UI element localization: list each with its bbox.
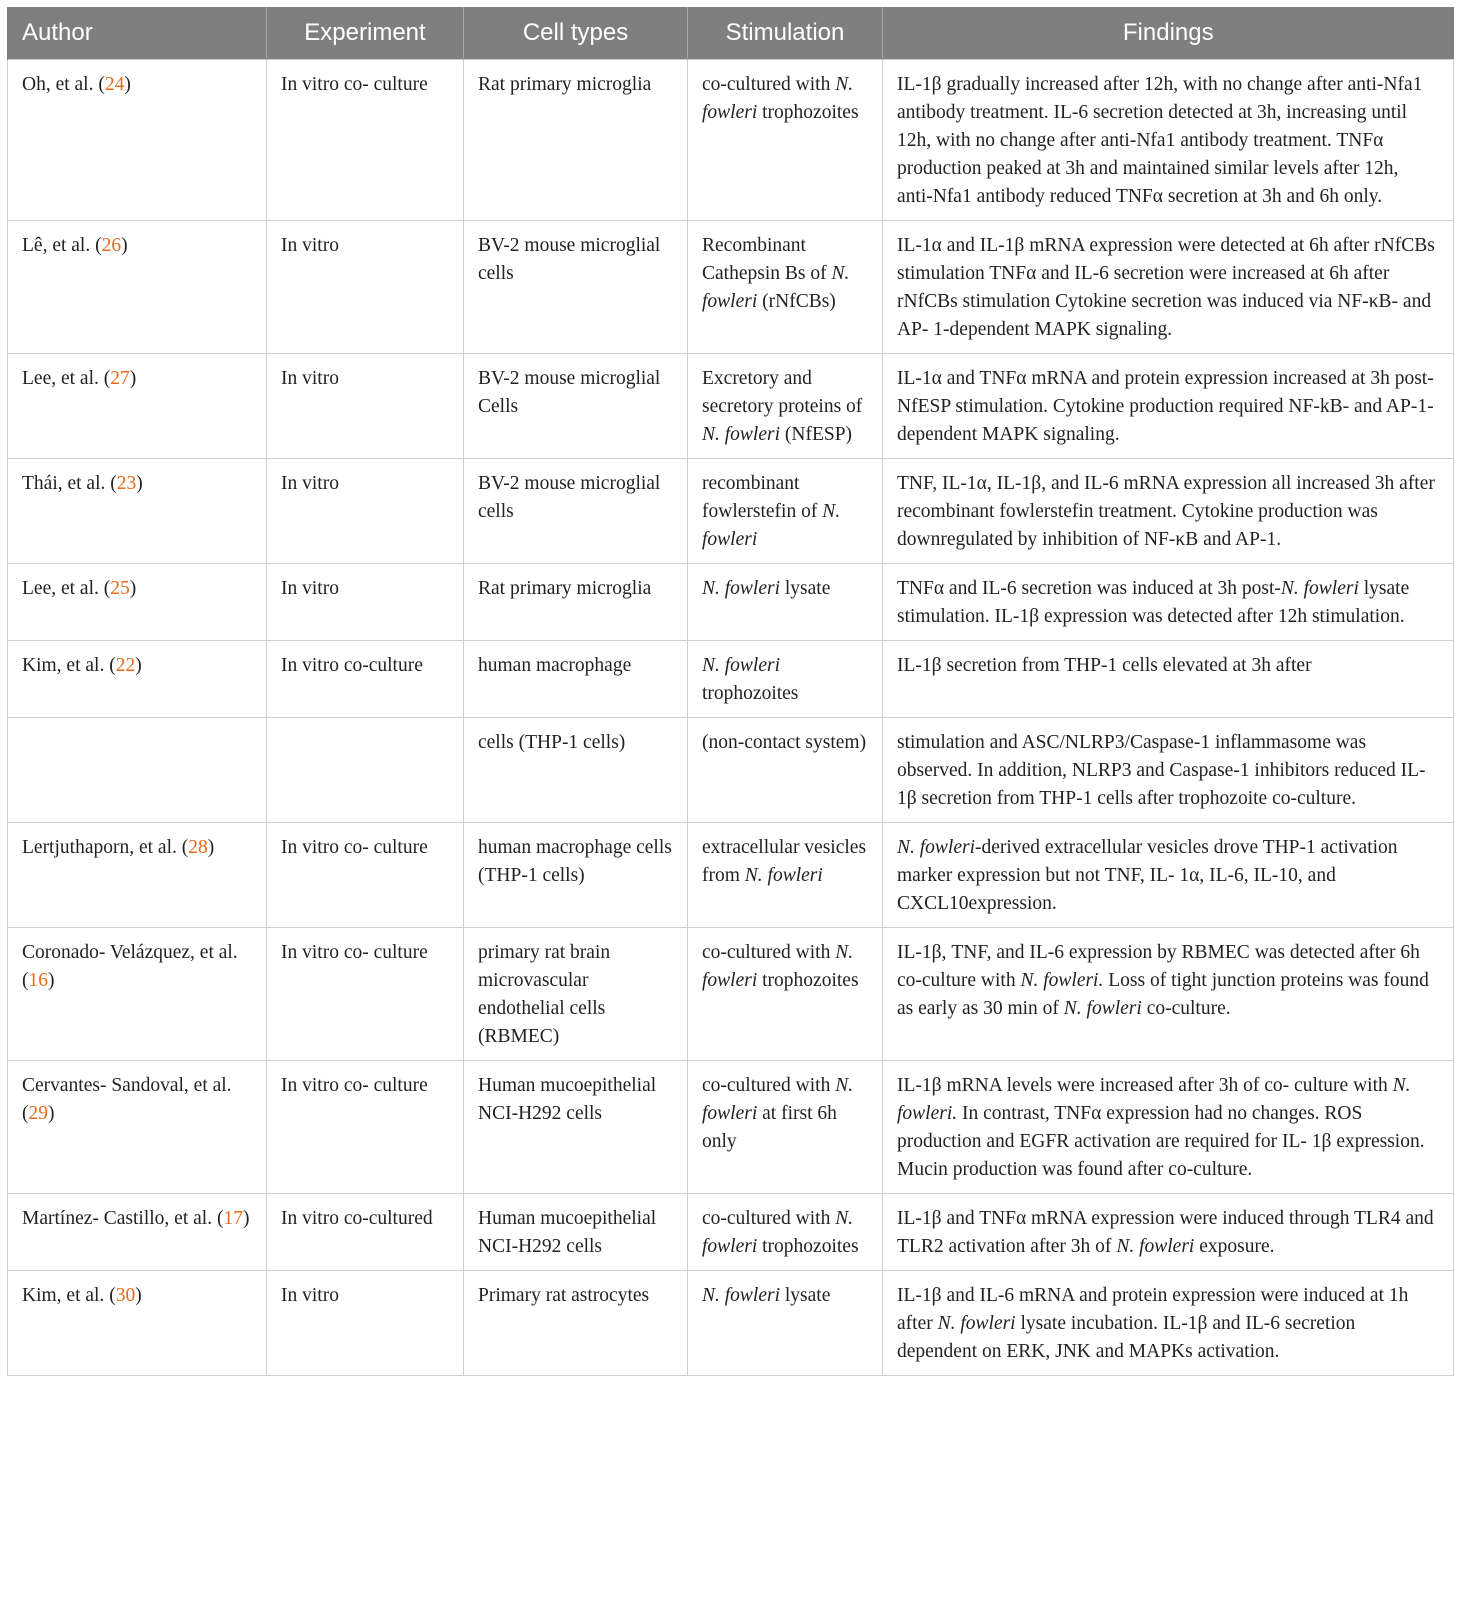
text-run: lysate stimulation. IL-1β expression was detected after 12h stimulation.: [897, 578, 1410, 627]
cell-experiment: In vitro co-cultured: [267, 1194, 464, 1271]
reference-link[interactable]: 26: [101, 235, 122, 256]
cell-author: [8, 354, 267, 459]
text-run: lysate: [780, 1285, 831, 1306]
text-run: N. fowleri.: [897, 1075, 1411, 1124]
text-run: N. fowleri: [1063, 998, 1142, 1019]
cell-experiment: In vitro: [267, 354, 464, 459]
cell-stimulation: [688, 60, 883, 221]
header-findings: Findings: [883, 7, 1454, 60]
text-run: co-cultured with: [702, 1075, 836, 1096]
text-run: N. fowleri: [702, 1075, 854, 1124]
text-run: N. fowleri: [702, 263, 850, 312]
text-run: TNFα and IL-6 secretion was induced at 3h post-: [897, 578, 1281, 599]
text-run: N. fowleri: [702, 424, 781, 445]
text-run: co-cultured with: [702, 942, 836, 963]
text-run: (rNfCBs): [757, 291, 836, 312]
table-row: [8, 60, 1454, 221]
table-row: [8, 354, 1454, 459]
text-run: N. fowleri.: [1020, 970, 1104, 991]
author-name: Cervantes- Sandoval, et al. (: [22, 1075, 232, 1124]
text-run: trophozoites: [757, 102, 859, 123]
text-run: Loss of tight junction proteins was found as early as 30 min of: [897, 970, 1429, 1019]
author-name: Lee, et al. (: [22, 578, 111, 599]
cell-stimulation: [688, 1061, 883, 1194]
cell-findings: [883, 928, 1454, 1061]
header-author: Author: [8, 7, 267, 60]
table-row: [8, 823, 1454, 928]
text-run: TNF, IL-1α, IL-1β, and IL-6 mRNA expression all increased 3h after recombinant fowlerstefin treatment. Cytokine production was downregulated by inhibition of NF-κB and AP-1.: [897, 473, 1435, 550]
text-run: -derived extracellular vesicles drove THP-1 activation marker expression but not TNF, IL- 1α, IL-6, IL-10, and CXCL10expression.: [897, 837, 1398, 914]
cell-stimulation: [688, 459, 883, 564]
text-run: IL-1β mRNA levels were increased after 3h of co- culture with: [897, 1075, 1393, 1096]
text-run: N. fowleri: [702, 942, 854, 991]
text-run: (NfESP): [780, 424, 853, 445]
cell-author: [8, 564, 267, 641]
table-row: [8, 1061, 1454, 1194]
text-run: exposure.: [1194, 1236, 1275, 1257]
cell-experiment: In vitro: [267, 564, 464, 641]
cell-author: [8, 928, 267, 1061]
author-name: Lê, et al. (: [22, 235, 102, 256]
author-name: Kim, et al. (: [22, 1285, 116, 1306]
header-cell-types: Cell types: [464, 7, 688, 60]
cell-findings: [883, 459, 1454, 564]
cell-author: [8, 823, 267, 928]
cell-author: [8, 459, 267, 564]
cell-findings: [883, 718, 1454, 823]
table-row: [8, 459, 1454, 564]
cell-cell-types: human macrophage cells (THP-1 cells): [464, 823, 688, 928]
text-run: IL-1β and TNFα mRNA expression were induced through TLR4 and TLR2 activation after 3h of: [897, 1208, 1434, 1257]
text-run: IL-1α and IL-1β mRNA expression were detected at 6h after rNfCBs stimulation TNFα and IL-6 secretion were increased at 6h after rNfCBs stimulation Cytokine secretion was induced via NF-κB- and AP- 1-dependent MAPK signaling.: [897, 235, 1435, 340]
author-name-close: ): [136, 473, 143, 494]
cell-cell-types: Human mucoepithelial NCI-H292 cells: [464, 1194, 688, 1271]
cell-cell-types: Primary rat astrocytes: [464, 1271, 688, 1376]
reference-link[interactable]: 29: [28, 1103, 48, 1124]
cell-author: [8, 1061, 267, 1194]
header-experiment: Experiment: [267, 7, 464, 60]
author-name-close: ): [121, 235, 128, 256]
text-run: lysate: [780, 578, 831, 599]
author-name: Kim, et al. (: [22, 655, 116, 676]
cell-author: [8, 221, 267, 354]
text-run: N. fowleri: [702, 1208, 854, 1257]
text-run: N. fowleri: [897, 837, 976, 858]
cell-findings: [883, 221, 1454, 354]
text-run: N. fowleri: [702, 501, 841, 550]
text-run: stimulation and ASC/NLRP3/Caspase-1 inflammasome was observed. In addition, NLRP3 and Caspase-1 inhibitors reduced IL-1β secretion from THP-1 cells after trophozoite co-culture.: [897, 732, 1426, 809]
text-run: N. fowleri: [744, 865, 823, 886]
text-run: IL-1β secretion from THP-1 cells elevated at 3h after: [897, 655, 1312, 676]
text-run: IL-1β, TNF, and IL-6 expression by RBMEC was detected after 6h co-culture with: [897, 942, 1420, 991]
cell-findings: [883, 564, 1454, 641]
text-run: lysate incubation. IL-1β and IL-6 secretion dependent on ERK, JNK and MAPKs activation.: [897, 1313, 1356, 1362]
table-row: [8, 1194, 1454, 1271]
header-stimulation: Stimulation: [688, 7, 883, 60]
text-run: IL-1β and IL-6 mRNA and protein expression were induced at 1h after: [897, 1285, 1409, 1334]
studies-table: [7, 7, 1454, 1376]
cell-stimulation: [688, 564, 883, 641]
reference-link[interactable]: 27: [110, 368, 130, 389]
cell-stimulation: [688, 718, 883, 823]
cell-experiment: In vitro co- culture: [267, 928, 464, 1061]
table-row: [8, 564, 1454, 641]
cell-author: [8, 1194, 267, 1271]
cell-stimulation: [688, 1194, 883, 1271]
cell-experiment: [267, 718, 464, 823]
cell-findings: [883, 1061, 1454, 1194]
author-name: Lertjuthaporn, et al. (: [22, 837, 189, 858]
author-name-close: ): [207, 837, 215, 858]
cell-cell-types: Rat primary microglia: [464, 564, 688, 641]
table-body: [8, 60, 1454, 1376]
text-run: Excretory and secretory proteins of: [702, 368, 863, 417]
table-row: [8, 928, 1454, 1061]
cell-findings: [883, 60, 1454, 221]
text-run: N. fowleri: [702, 655, 781, 676]
author-name: Thái, et al. (: [22, 473, 117, 494]
author-name-close: ): [48, 1103, 55, 1124]
text-run: N. fowleri: [702, 578, 781, 599]
reference-link[interactable]: 22: [115, 655, 136, 676]
text-run: trophozoites: [702, 683, 799, 704]
text-run: N. fowleri: [937, 1313, 1016, 1334]
text-run: Recombinant Cathepsin Bs of: [702, 235, 832, 284]
text-run: extracellular vesicles from: [702, 837, 867, 886]
author-name: Lee, et al. (: [22, 368, 111, 389]
cell-findings: [883, 354, 1454, 459]
reference-link[interactable]: 24: [104, 74, 125, 95]
cell-findings: [883, 1271, 1454, 1376]
reference-link[interactable]: 30: [115, 1285, 136, 1306]
cell-stimulation: [688, 823, 883, 928]
cell-stimulation: [688, 354, 883, 459]
text-run: N. fowleri: [702, 1285, 781, 1306]
cell-experiment: In vitro co-culture: [267, 641, 464, 718]
author-name-close: ): [129, 368, 137, 389]
cell-author: [8, 641, 267, 718]
cell-findings: [883, 641, 1454, 718]
text-run: co-culture.: [1141, 998, 1231, 1019]
text-run: IL-1α and TNFα mRNA and protein expression increased at 3h post-NfESP stimulation. Cytokine production required NF-kB- and AP-1-dependent MAPK signaling.: [897, 368, 1434, 445]
author-name-close: ): [135, 655, 142, 676]
text-run: co-cultured with: [702, 74, 836, 95]
header-row: [8, 7, 1454, 60]
author-name-close: ): [129, 578, 137, 599]
text-run: at first 6h only: [702, 1103, 837, 1152]
text-run: recombinant fowlerstefin of: [702, 473, 823, 522]
cell-findings: [883, 1194, 1454, 1271]
author-name-close: ): [124, 74, 131, 95]
author-name: Coronado- Velázquez, et al. (: [22, 942, 238, 991]
text-run: In contrast, TNFα expression had no changes. ROS production and EGFR activation are required for IL- 1β expression. Mucin production was found after co-culture.: [897, 1103, 1425, 1180]
reference-link[interactable]: 28: [188, 837, 208, 858]
author-name: Martínez- Castillo, et al. (: [22, 1208, 224, 1229]
text-run: co-cultured with: [702, 1208, 836, 1229]
cell-experiment: In vitro: [267, 1271, 464, 1376]
cell-author: [8, 718, 267, 823]
text-run: trophozoites: [757, 1236, 859, 1257]
cell-experiment: In vitro co- culture: [267, 823, 464, 928]
table-row: [8, 641, 1454, 718]
reference-link[interactable]: 25: [110, 578, 130, 599]
reference-link[interactable]: 17: [223, 1208, 243, 1229]
cell-findings: [883, 823, 1454, 928]
cell-stimulation: [688, 221, 883, 354]
cell-cell-types: human macrophage: [464, 641, 688, 718]
cell-stimulation: [688, 1271, 883, 1376]
table-row: [8, 221, 1454, 354]
cell-experiment: In vitro: [267, 221, 464, 354]
cell-stimulation: [688, 928, 883, 1061]
cell-cell-types: primary rat brain microvascular endothelial cells (RBMEC): [464, 928, 688, 1061]
text-run: N. fowleri: [702, 74, 854, 123]
text-run: N. fowleri: [1116, 1236, 1195, 1257]
author-name-close: ): [48, 970, 55, 991]
cell-cell-types: BV-2 mouse microglial cells: [464, 221, 688, 354]
cell-stimulation: [688, 641, 883, 718]
reference-link[interactable]: 16: [28, 970, 48, 991]
cell-cell-types: Rat primary microglia: [464, 60, 688, 221]
cell-cell-types: BV-2 mouse microglial Cells: [464, 354, 688, 459]
text-run: IL-1β gradually increased after 12h, with no change after anti-Nfa1 antibody treatment. IL-6 secretion detected at 3h, increasing until 12h, with no change after anti-Nfa1 antibody treatment. TNFα production peaked at 3h and maintained similar levels after 12h, anti-Nfa1 antibody reduced TNFα secretion at 3h and 6h only.: [897, 74, 1423, 207]
reference-link[interactable]: 23: [116, 473, 137, 494]
table-row: [8, 718, 1454, 823]
author-name: Oh, et al. (: [22, 74, 105, 95]
cell-experiment: In vitro co- culture: [267, 1061, 464, 1194]
author-name-close: ): [242, 1208, 250, 1229]
cell-cell-types: Human mucoepithelial NCI-H292 cells: [464, 1061, 688, 1194]
cell-cell-types: BV-2 mouse microglial cells: [464, 459, 688, 564]
text-run: N. fowleri: [1280, 578, 1359, 599]
cell-cell-types: cells (THP-1 cells): [464, 718, 688, 823]
cell-author: [8, 60, 267, 221]
text-run: trophozoites: [757, 970, 859, 991]
cell-experiment: In vitro: [267, 459, 464, 564]
text-run: (non-contact system): [702, 732, 867, 753]
table-row: [8, 1271, 1454, 1376]
cell-author: [8, 1271, 267, 1376]
author-name-close: ): [135, 1285, 142, 1306]
cell-experiment: In vitro co- culture: [267, 60, 464, 221]
